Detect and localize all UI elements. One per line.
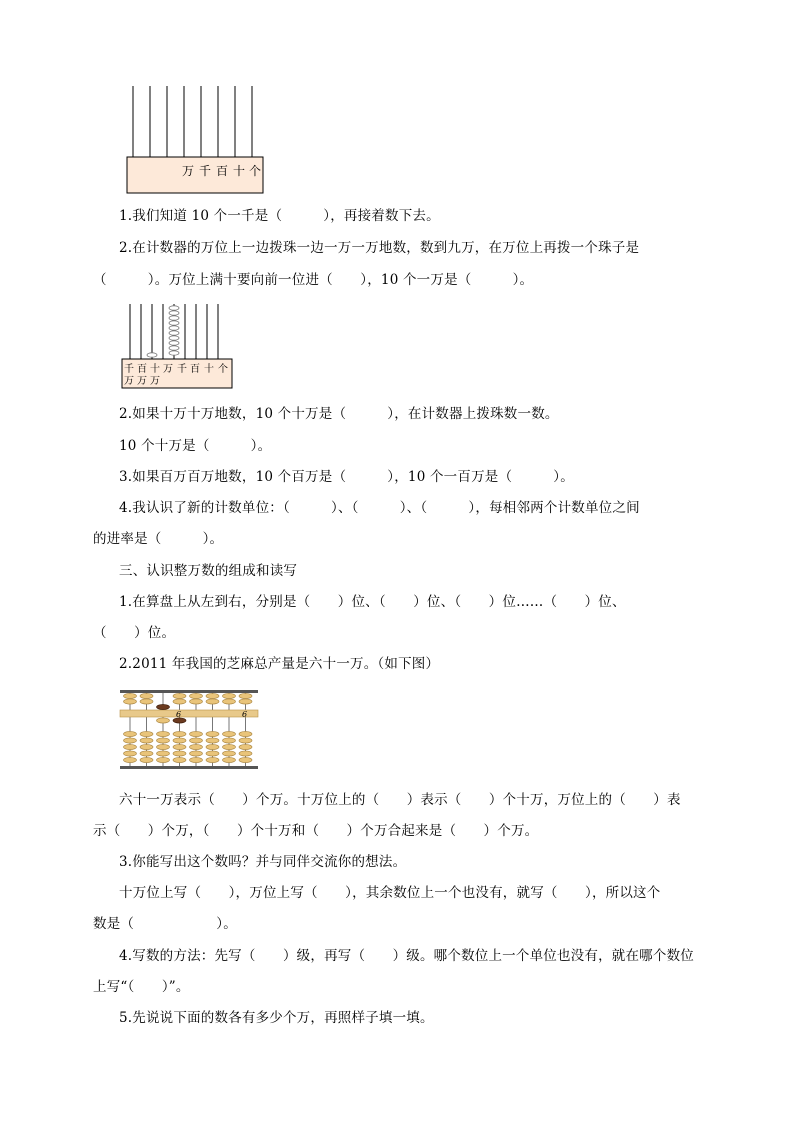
abacus-bead [206,744,219,749]
abacus-bead [173,744,186,749]
counter-rods [133,86,252,157]
abacus-bead [140,744,153,749]
abacus-bead [223,693,236,698]
abacus-bead [157,731,170,736]
question-line: 4.写数的方法：先写（ ）级，再写（ ）级。哪个数位上一个单位也没有，就在哪个数位 [119,948,694,964]
abacus-bead [190,757,203,762]
abacus-bead [157,704,170,709]
abacus-bead [124,738,137,743]
abacus-mark: 6 [242,710,248,719]
bead-single [147,353,157,357]
abacus-bead [190,731,203,736]
bead-stack [169,306,179,355]
abacus-bead [140,751,153,756]
abacus-bead [223,751,236,756]
counter2-label: 百 [190,364,200,375]
counter2-label: 千 [177,364,187,375]
abacus-bead [206,738,219,743]
question-line: 上写“（ ）”。 [93,979,190,995]
question-line: 十万位上写（ ），万位上写（ ），其余数位上一个也没有，就写（ ），所以这个 [119,885,661,901]
abacus-bead [190,693,203,698]
abacus-bead [140,757,153,762]
abacus-bead [239,738,252,743]
abacus-frame-bottom [120,766,258,769]
counter2-label: 个 [218,364,228,375]
abacus-bead [239,751,252,756]
abacus-bead [239,757,252,762]
counter-figure-1 [125,84,265,199]
question-line: 2.2011 年我国的芝麻总产量是六十一万。（如下图） [119,656,440,672]
abacus-bead [124,699,137,704]
counter1-label: 千 [199,164,212,178]
question-line: 数是（ ）。 [93,916,237,932]
abacus-bead [190,751,203,756]
counter2-label: 千 [124,364,134,375]
abacus-bead [124,757,137,762]
question-line: （ ）。万位上满十要向前一位进（ ），10 个一万是（ ）。 [93,272,534,288]
counter-figure-2 [121,302,233,392]
question-line: （ ）位。 [93,625,176,641]
question-line: 示（ ）个万，（ ）个十万和（ ）个万合起来是（ ）个万。 [93,823,539,839]
counter2-label: 十 [150,364,160,375]
counter2-label: 万 [137,376,147,387]
question-line: 六十一万表示（ ）个万。十万位上的（ ）表示（ ）个十万，万位上的（ ）表 [119,792,681,808]
abacus-bead [206,693,219,698]
abacus-bead [124,693,137,698]
counter2-label: 百 [137,364,147,375]
abacus-bead [124,731,137,736]
question-line: 的进率是（ ）。 [93,531,224,547]
abacus-bead [157,738,170,743]
abacus-beam [120,710,258,717]
abacus-bead [223,757,236,762]
abacus-bead [124,744,137,749]
abacus-bead [157,718,170,723]
abacus-bead [223,731,236,736]
counter2-label: 万 [150,376,160,387]
abacus-bead [173,699,186,704]
abacus-bead [206,751,219,756]
abacus-bead [190,738,203,743]
counter1-label: 百 [216,164,229,178]
abacus-bead [140,699,153,704]
counter1-label: 万 [182,164,195,178]
abacus-bead [173,757,186,762]
question-line: 10 个十万是（ ）。 [119,438,272,454]
section-heading: 三、认识整万数的组成和读写 [119,563,298,579]
question-line: 2.在计数器的万位上一边拨珠一边一万一万地数，数到九万，在万位上再拨一个珠子是 [119,240,640,256]
abacus-bead [173,751,186,756]
counter2-label: 万 [124,376,134,387]
question-line: 5.先说说下面的数各有多少个万，再照样子填一填。 [119,1010,434,1026]
question-line: 2.如果十万十万地数，10 个十万是（ ），在计数器上拨珠数一数。 [119,406,559,422]
abacus-bead [173,738,186,743]
counter1-label: 个 [249,164,262,178]
abacus-bead [223,744,236,749]
abacus-figure [120,690,258,770]
abacus-bead [239,699,252,704]
abacus-bead [173,693,186,698]
question-line: 3.你能写出这个数吗？并与同伴交流你的想法。 [119,854,407,870]
counter1-label: 十 [233,164,246,178]
abacus-bead [173,731,186,736]
abacus-bead [140,693,153,698]
abacus-bead [206,731,219,736]
abacus-bead [206,699,219,704]
counter2-label: 万 [163,364,173,375]
question-line: 1.我们知道 10 个一千是（ ），再接着数下去。 [119,208,440,224]
counter2-label: 十 [204,364,214,375]
question-line: 1.在算盘上从左到右，分别是（ ）位、（ ）位、（ ）位……（ ）位、 [119,594,626,610]
abacus-frame-top [120,690,258,693]
abacus-bead [190,699,203,704]
abacus-mark: 6 [176,710,182,719]
abacus-bead [239,693,252,698]
abacus-beads [124,693,253,762]
abacus-bead [239,731,252,736]
abacus-bead [206,757,219,762]
abacus-bead [140,731,153,736]
abacus-bead [239,744,252,749]
question-line: 3.如果百万百万地数，10 个百万是（ ），10 个一百万是（ ）。 [119,469,574,485]
abacus-bead [157,744,170,749]
abacus-bead [190,744,203,749]
abacus-bead [223,738,236,743]
abacus-bead [157,757,170,762]
abacus-bead [223,699,236,704]
abacus-bead [140,738,153,743]
abacus-bead [124,751,137,756]
question-line: 4.我认识了新的计数单位：（ ）、（ ）、（ ），每相邻两个计数单位之间 [119,500,640,516]
abacus-bead [157,751,170,756]
